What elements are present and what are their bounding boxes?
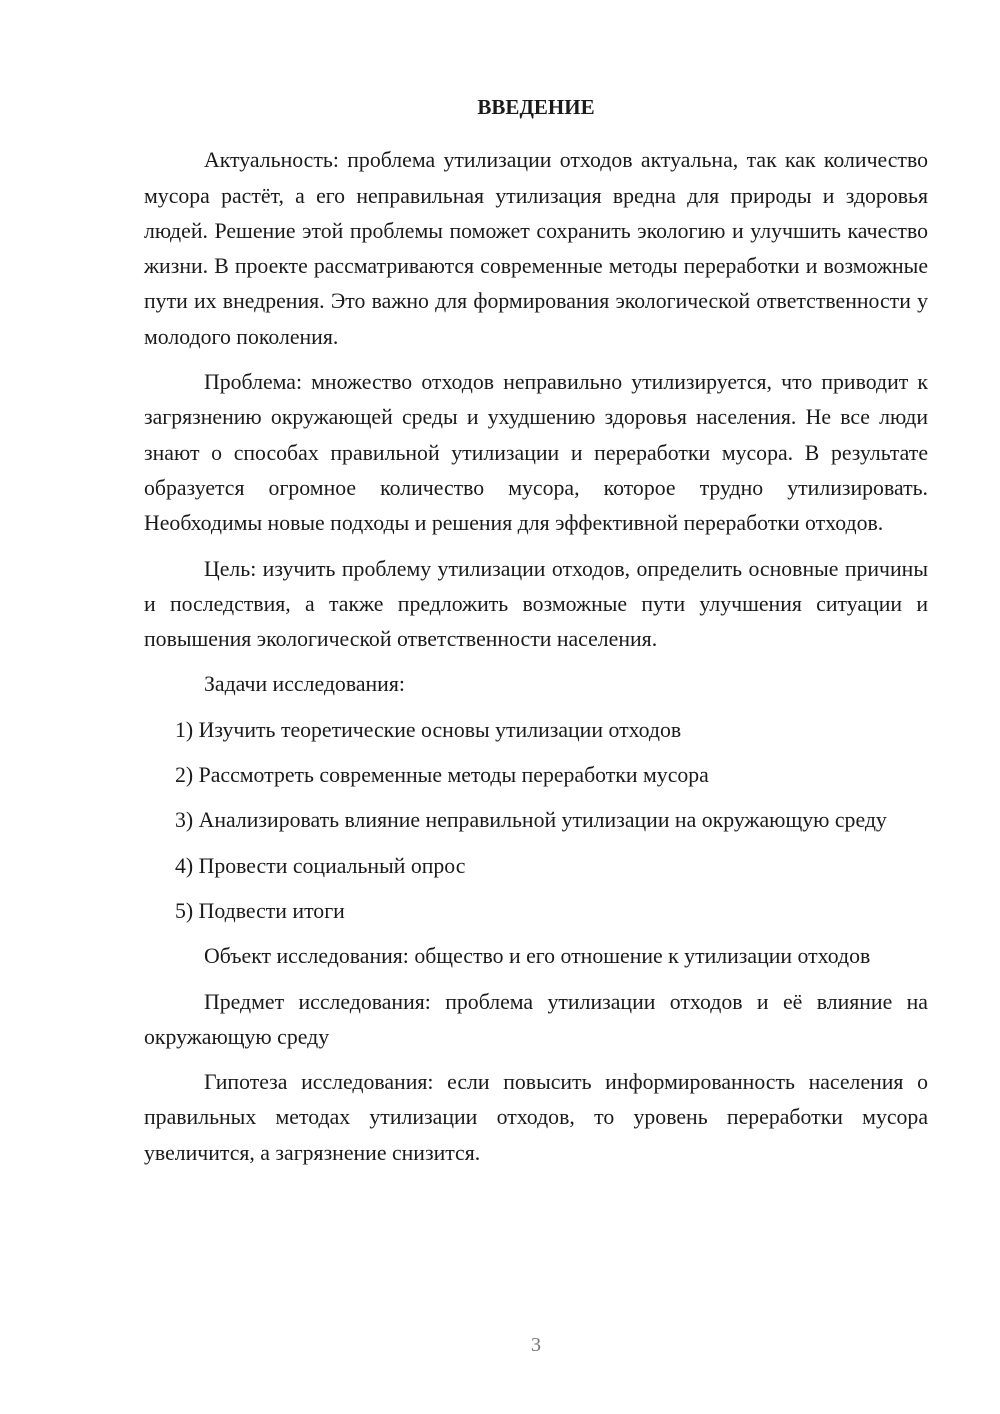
tasks-title: Задачи исследования: [204, 672, 405, 697]
list-item: 5) Подвести итоги [175, 898, 345, 923]
document-page [144, 94, 928, 1181]
list-item: 1) Изучить теоретические основы утилизации отходов [175, 717, 682, 742]
paragraph-goal: Цель: изучить проблему утилизации отходов, определить основные причины и последствия, а также предложить возможные пути улучшения ситуации и повышения экологической ответственности населения. [144, 556, 928, 652]
page-number: 3 [531, 1334, 541, 1356]
list-item: 2) Рассмотреть современные методы переработки мусора [175, 763, 709, 788]
list-item: 4) Провести социальный опрос [175, 853, 466, 878]
page-title: ВВЕДЕНИЕ [477, 95, 595, 119]
paragraph-object: Объект исследования: общество и его отношение к утилизации отходов [204, 944, 871, 969]
paragraph-problem: Проблема: множество отходов неправильно утилизируется, что приводит к загрязнению окружающей среды и ухудшению здоровья населения. Не все люди знают о способах правильной утилизации и переработки мусора. В результате образуется огромное количество мусора, которое трудно утилизировать. Необходимы новые подходы и решения для эффективной переработки отходов. [144, 370, 928, 536]
list-item: 3) Анализировать влияние неправильной утилизации на окружающую среду [175, 808, 887, 833]
paragraph-subject: Предмет исследования: проблема утилизации отходов и её влияние на окружающую среду [144, 989, 928, 1049]
tasks-list [144, 713, 928, 929]
paragraph-hypothesis: Гипотеза исследования: если повысить информированность населения о правильных методах утилизации отходов, то уровень переработки мусора увеличится, а загрязнение снизится. [144, 1070, 928, 1165]
paragraph-relevance: Актуальность: проблема утилизации отходов актуальна, так как количество мусора растёт, а его неправильная утилизация вредна для природы и здоровья людей. Решение этой проблемы поможет сохранить экологию и улучшить качество жизни. В проекте рассматриваются современные методы переработки и возможные пути их внедрения. Это важно для формирования экологической ответственности у молодого поколения. [144, 148, 928, 349]
